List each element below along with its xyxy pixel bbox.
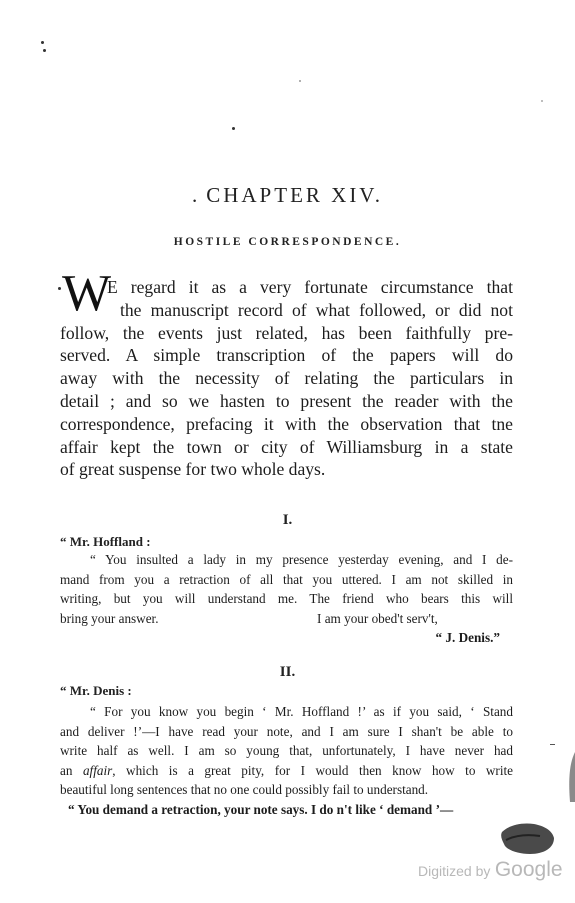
chapter-leading-mark: .: [191, 183, 201, 207]
letter-two-line4-italic: affair: [82, 762, 113, 778]
scan-speck: [541, 100, 543, 102]
letter-one-closing-left: bring your answer.: [60, 610, 159, 626]
drop-cap: W: [62, 265, 112, 322]
letter-one-signature: “ J. Denis.”: [435, 630, 500, 646]
scan-speck: [43, 49, 46, 52]
intro-line: the manuscript record of what followed, or did not: [120, 299, 513, 320]
digitized-watermark: [418, 858, 563, 882]
letter-two-line: “ You demand a retraction, your note says. I do n't like ‘ demand ’—: [68, 802, 454, 817]
watermark-logo-text: Google: [494, 858, 563, 881]
letter-one-line: mand from you a retraction of all that you uttered. I am not skilled in: [60, 571, 513, 587]
scan-speck: [58, 287, 61, 290]
intro-line: affair kept the town or city of Williamsburg in a state: [60, 436, 513, 457]
intro-line: follow, the events just related, has been faithfully pre-: [60, 322, 513, 343]
intro-line: away with the necessity of relating the particulars in: [60, 368, 513, 389]
scan-speck: [550, 744, 555, 745]
letter-two-line: and deliver !’—I have read your note, and I am sure I shan't be able to: [60, 723, 513, 739]
chapter-title: [0, 183, 575, 208]
letter-two-line: write half as well. I am so young that, unfortunately, I have never had: [60, 743, 513, 759]
chapter-title-text: CHAPTER XIV.: [206, 183, 384, 207]
letter-one-numeral: I.: [282, 512, 293, 528]
intro-line: served. A simple transcription of the papers will do: [60, 345, 513, 366]
letter-two-line: “ For you know you begin ‘ Mr. Hoffland !’ as if you said, ‘ Stand: [90, 704, 513, 719]
section-title: HOSTILE CORRESPONDENCE.: [173, 236, 402, 248]
letter-two-numeral: II.: [279, 664, 296, 680]
scan-speck: [41, 41, 44, 44]
letter-one-line: “ You insulted a lady in my presence yesterday evening, and I de-: [90, 552, 513, 567]
scan-smudge: [500, 818, 556, 858]
letter-two-line4-end: , which is a great pity, for I would then know how to write: [112, 762, 514, 778]
letter-one-salutation: “ Mr. Hoffland :: [60, 534, 151, 549]
letter-two-line: beautiful long sentences that no one could possibly fail to understand.: [60, 782, 429, 798]
letter-one-closing-right: I am your obed't serv't,: [317, 610, 438, 626]
scan-speck: [299, 80, 301, 82]
letter-two-line: [60, 761, 513, 781]
letter-two-line4-start: an: [60, 762, 83, 778]
page-edge-mark: [566, 752, 575, 802]
intro-line: of great suspense for two whole days.: [60, 459, 326, 480]
intro-line: detail ; and so we hasten to present the reader with the: [60, 391, 513, 411]
watermark-small-text: Digitized by: [418, 863, 491, 879]
intro-line: correspondence, prefacing it with the observation that tne: [60, 413, 513, 434]
letter-two-salutation: “ Mr. Denis :: [60, 683, 132, 698]
letter-one-line: writing, but you will understand me. The friend who bears this will: [60, 591, 513, 607]
scan-speck: [232, 127, 235, 130]
intro-line: E regard it as a very fortunate circumstance that: [107, 277, 513, 297]
